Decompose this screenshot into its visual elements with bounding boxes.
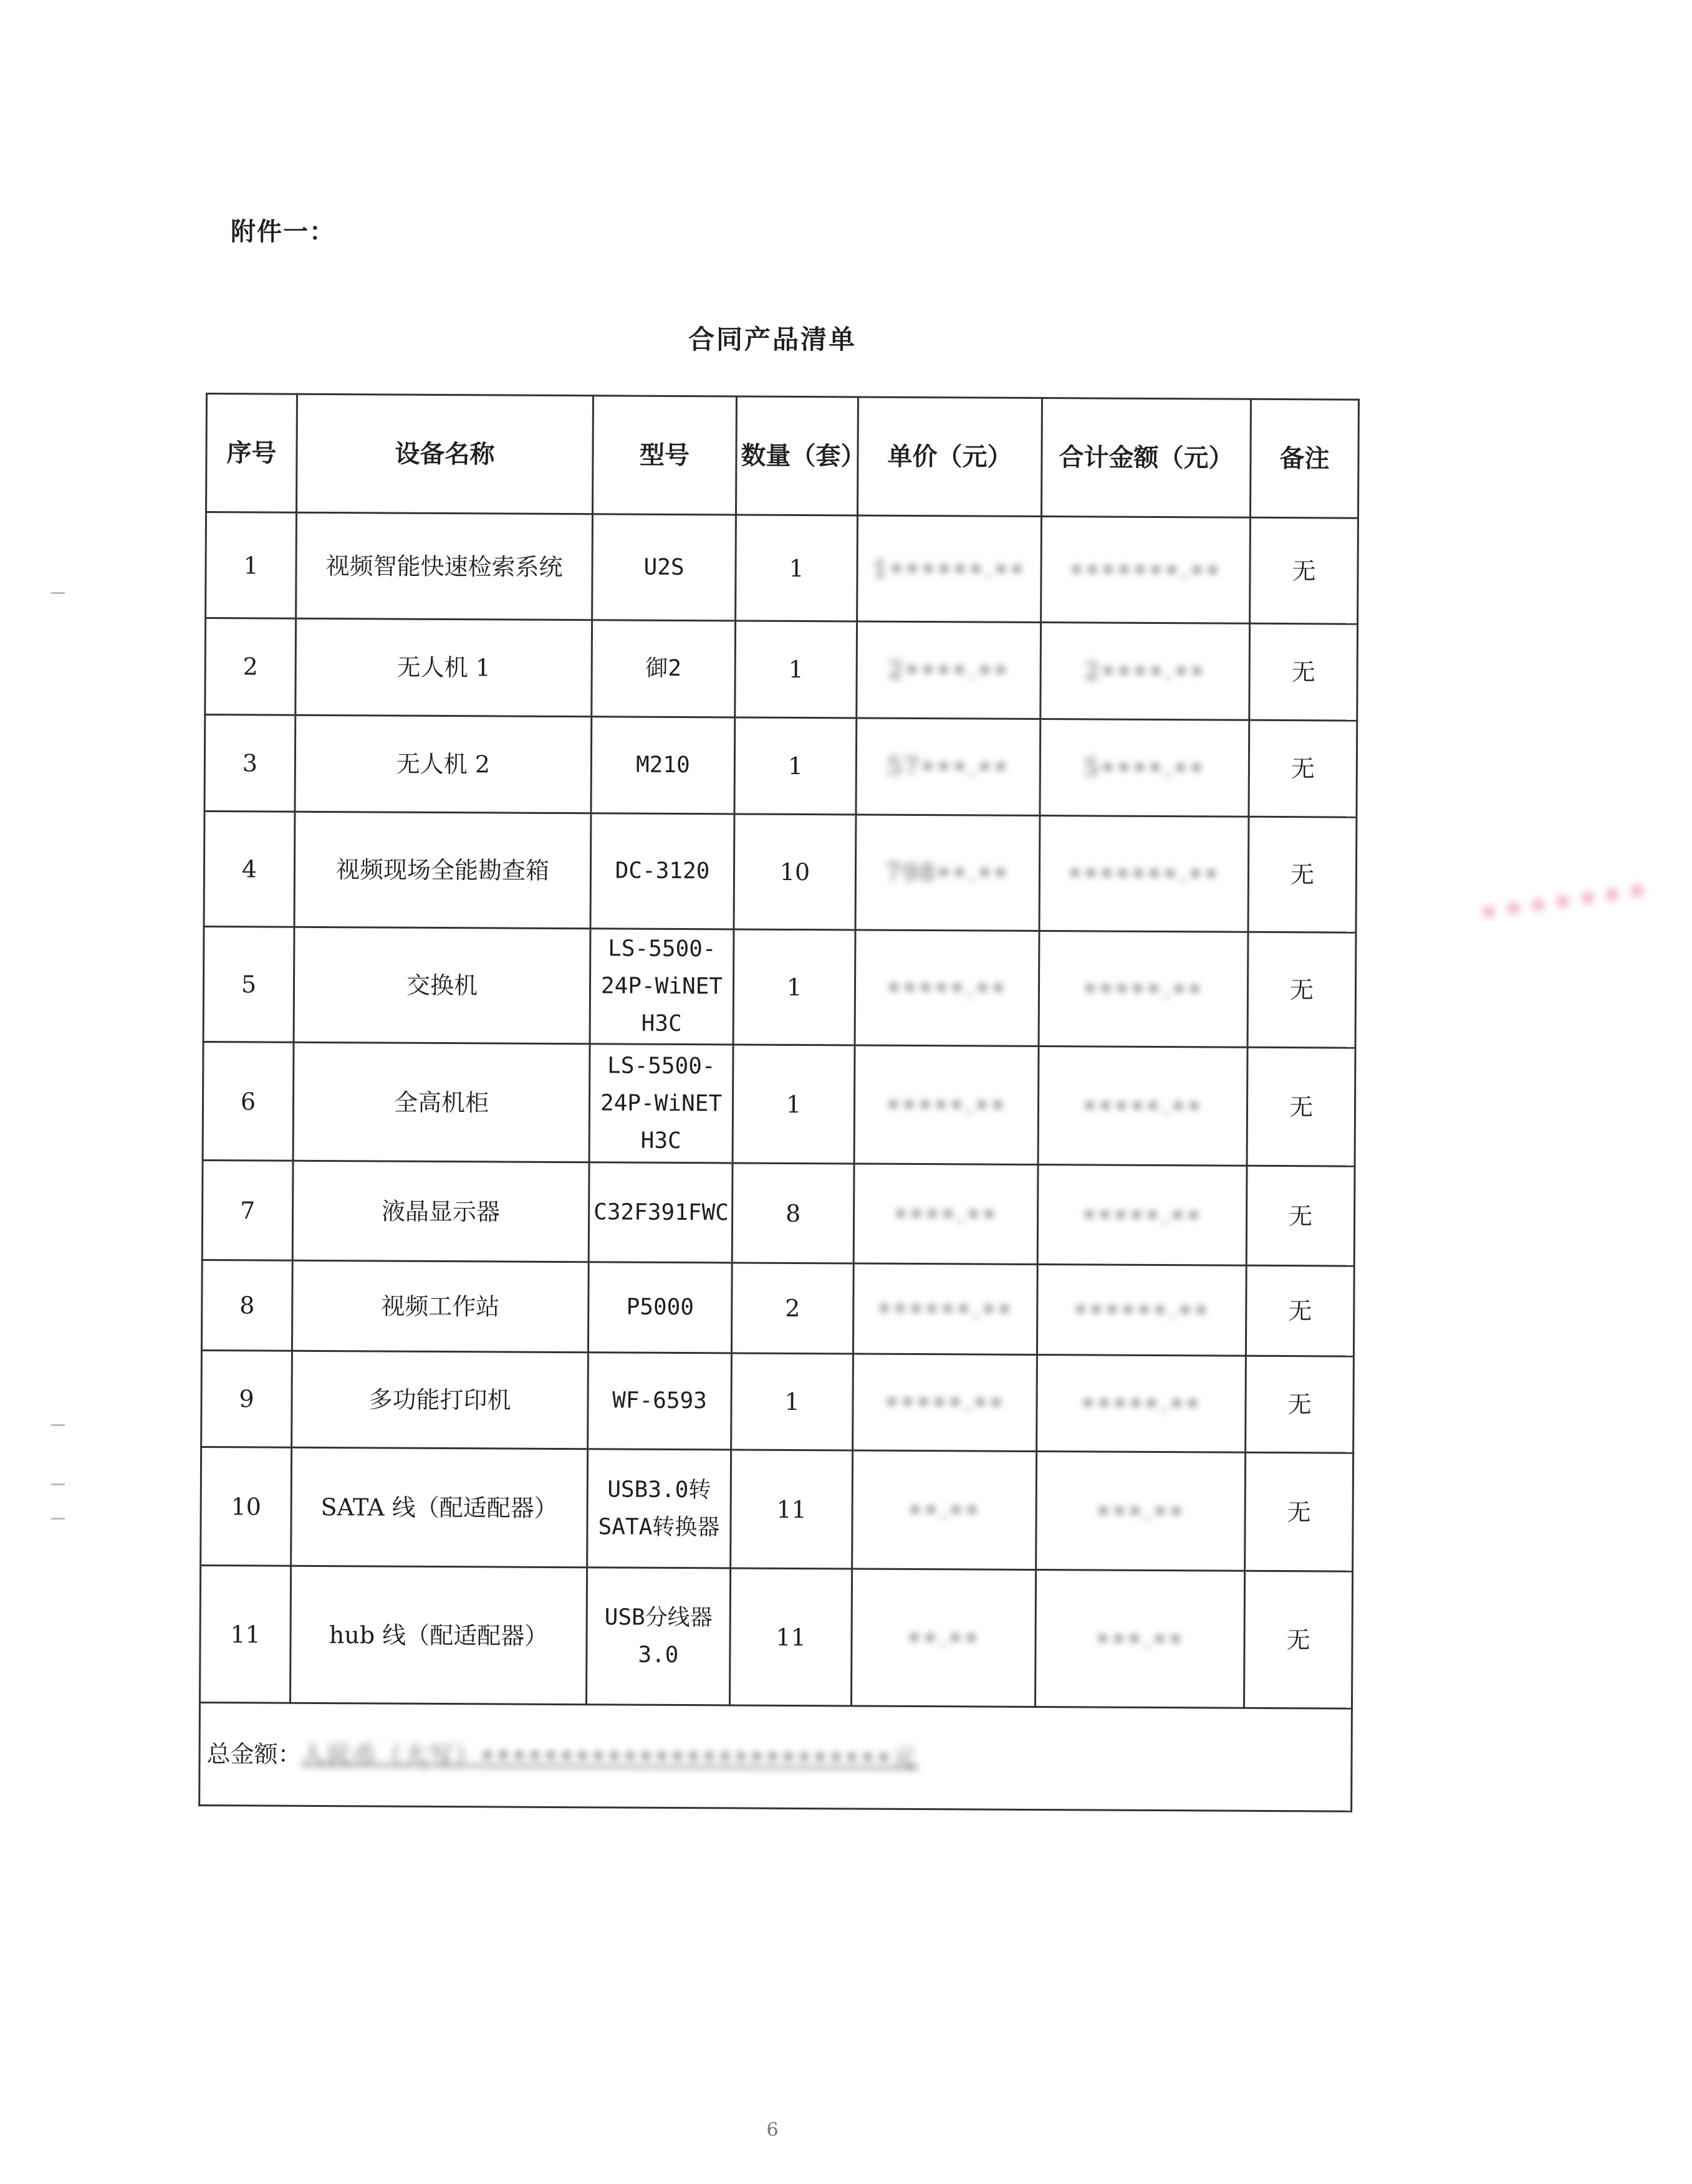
table-row — [206, 512, 1358, 625]
cell-remark: 无 — [1246, 1265, 1354, 1356]
cell-unit-price-redacted: •••••.•• — [853, 1354, 1037, 1452]
cell-model: C32F391FWC — [589, 1162, 733, 1263]
cell-remark: 无 — [1247, 932, 1356, 1048]
table-row — [201, 1350, 1354, 1453]
cell-name: 视频现场全能勘查箱 — [294, 812, 591, 928]
cell-no: 2 — [205, 618, 296, 716]
cell-name: 交换机 — [294, 927, 590, 1043]
total-cell — [199, 1702, 1352, 1811]
cell-unit-price-redacted: 57•••.•• — [856, 718, 1041, 816]
cell-total-redacted: •••••••.•• — [1039, 816, 1249, 932]
cell-qty: 1 — [733, 929, 855, 1045]
cell-no: 1 — [206, 512, 297, 619]
cell-total-redacted: •••••.•• — [1038, 1046, 1247, 1166]
cell-model: WF-6593 — [588, 1353, 732, 1450]
scan-mark — [51, 1483, 65, 1485]
cell-name: 无人机 1 — [296, 618, 592, 716]
cell-total-redacted: •••••.•• — [1039, 931, 1248, 1048]
cell-total-redacted: •••••.•• — [1037, 1355, 1246, 1453]
table-row — [204, 715, 1357, 818]
cell-name: 无人机 2 — [295, 715, 592, 813]
cell-name: 液晶显示器 — [292, 1161, 589, 1262]
cell-total-redacted: 2••••.•• — [1041, 623, 1250, 721]
cell-unit-price-redacted: 2••••.•• — [857, 621, 1041, 719]
cell-no: 6 — [203, 1042, 294, 1161]
table-row — [201, 1260, 1354, 1356]
cell-total-redacted: •••••••.•• — [1041, 517, 1251, 624]
cell-remark: 无 — [1249, 720, 1357, 817]
cell-qty: 11 — [731, 1450, 853, 1569]
cell-unit-price-redacted: •••••.•• — [854, 1045, 1039, 1165]
cell-name: hub 线（配适配器） — [290, 1566, 587, 1704]
cell-unit-price-redacted: ••••••.•• — [853, 1263, 1037, 1355]
total-label: 总金额： — [206, 1740, 302, 1768]
table-row — [202, 1160, 1355, 1266]
cell-model: USB3.0转SATA转换器 — [587, 1449, 731, 1568]
cell-total-redacted: •••.•• — [1036, 1452, 1246, 1571]
cell-remark: 无 — [1244, 1571, 1352, 1708]
cell-remark: 无 — [1249, 623, 1358, 721]
cell-qty: 2 — [731, 1263, 853, 1354]
cell-remark: 无 — [1246, 1166, 1355, 1266]
cell-name: 全高机柜 — [293, 1042, 590, 1162]
cell-model: M210 — [591, 717, 735, 814]
cell-model: USB分线器3.0 — [586, 1568, 730, 1705]
header-name: 设备名称 — [296, 394, 593, 514]
table-row — [203, 926, 1356, 1048]
table-row — [199, 1565, 1352, 1708]
cell-qty: 10 — [734, 814, 856, 930]
table-row — [203, 1042, 1355, 1166]
cell-unit-price-redacted: 1••••••.•• — [857, 515, 1042, 623]
cell-qty: 1 — [735, 621, 857, 718]
cell-qty: 11 — [729, 1568, 852, 1706]
header-total: 合计金额（元） — [1041, 398, 1251, 518]
cell-model: LS-5500-24P-WiNET H3C — [589, 1044, 733, 1163]
cell-unit-price-redacted: ••••.•• — [853, 1164, 1038, 1265]
table-row — [201, 1447, 1353, 1571]
cell-model: LS-5500-24P-WiNET H3C — [590, 929, 734, 1045]
cell-remark: 无 — [1248, 817, 1357, 932]
header-qty: 数量（套） — [736, 396, 858, 515]
total-amount-redacted: 人民币（大写）••••••••••••••••••••••••••元 — [301, 1740, 918, 1772]
cell-no: 7 — [202, 1160, 293, 1260]
page-number: 6 — [766, 2119, 779, 2141]
cell-no: 5 — [203, 926, 294, 1042]
cell-remark: 无 — [1245, 1452, 1353, 1571]
cell-unit-price-redacted: 798••.•• — [855, 815, 1040, 931]
cell-unit-price-redacted: ••.•• — [852, 1450, 1037, 1570]
scan-mark — [51, 592, 65, 594]
table-row — [205, 618, 1358, 721]
cell-total-redacted: •••••.•• — [1037, 1165, 1247, 1266]
cell-qty: 1 — [736, 515, 858, 621]
cell-remark: 无 — [1250, 517, 1358, 624]
cell-total-redacted: 5••••.•• — [1040, 719, 1249, 817]
cell-no: 8 — [201, 1260, 292, 1351]
cell-total-redacted: ••••••.•• — [1037, 1265, 1246, 1356]
document-title: 合同产品清单 — [688, 324, 857, 355]
cell-remark: 无 — [1247, 1047, 1355, 1166]
cell-name: 视频工作站 — [292, 1260, 589, 1352]
cell-no: 4 — [204, 811, 295, 927]
cell-qty: 1 — [733, 1045, 855, 1164]
table-row — [204, 811, 1357, 932]
cell-name: 多功能打印机 — [292, 1351, 589, 1449]
cell-name: SATA 线（配适配器） — [291, 1447, 588, 1567]
header-remark: 备注 — [1250, 399, 1358, 518]
cell-name: 视频智能快速检索系统 — [296, 512, 593, 620]
cell-qty: 1 — [734, 717, 857, 815]
scan-mark — [51, 1518, 65, 1520]
attachment-label: 附件一： — [231, 217, 335, 246]
cell-model: P5000 — [588, 1262, 732, 1353]
cell-total-redacted: •••.•• — [1035, 1569, 1244, 1708]
cell-no: 10 — [201, 1447, 292, 1566]
cell-qty: 8 — [732, 1163, 854, 1263]
header-no: 序号 — [206, 394, 297, 513]
header-unit-price: 单价（元） — [857, 397, 1042, 517]
header-model: 型号 — [592, 396, 736, 515]
cell-unit-price-redacted: •••••.•• — [855, 930, 1039, 1046]
cell-unit-price-redacted: ••.•• — [851, 1569, 1036, 1707]
cell-no: 3 — [204, 715, 296, 812]
scan-mark — [51, 1424, 65, 1426]
seal-stamp-redacted: ••••••• — [1474, 869, 1654, 936]
table-header-row — [206, 394, 1358, 519]
cell-no: 11 — [199, 1565, 291, 1703]
total-row — [199, 1702, 1352, 1811]
cell-model: DC-3120 — [590, 813, 734, 929]
cell-model: 御2 — [592, 620, 736, 717]
cell-qty: 1 — [731, 1353, 853, 1450]
cell-remark: 无 — [1246, 1356, 1354, 1453]
product-table — [198, 393, 1360, 1813]
cell-no: 9 — [201, 1350, 292, 1447]
cell-model: U2S — [592, 514, 736, 621]
